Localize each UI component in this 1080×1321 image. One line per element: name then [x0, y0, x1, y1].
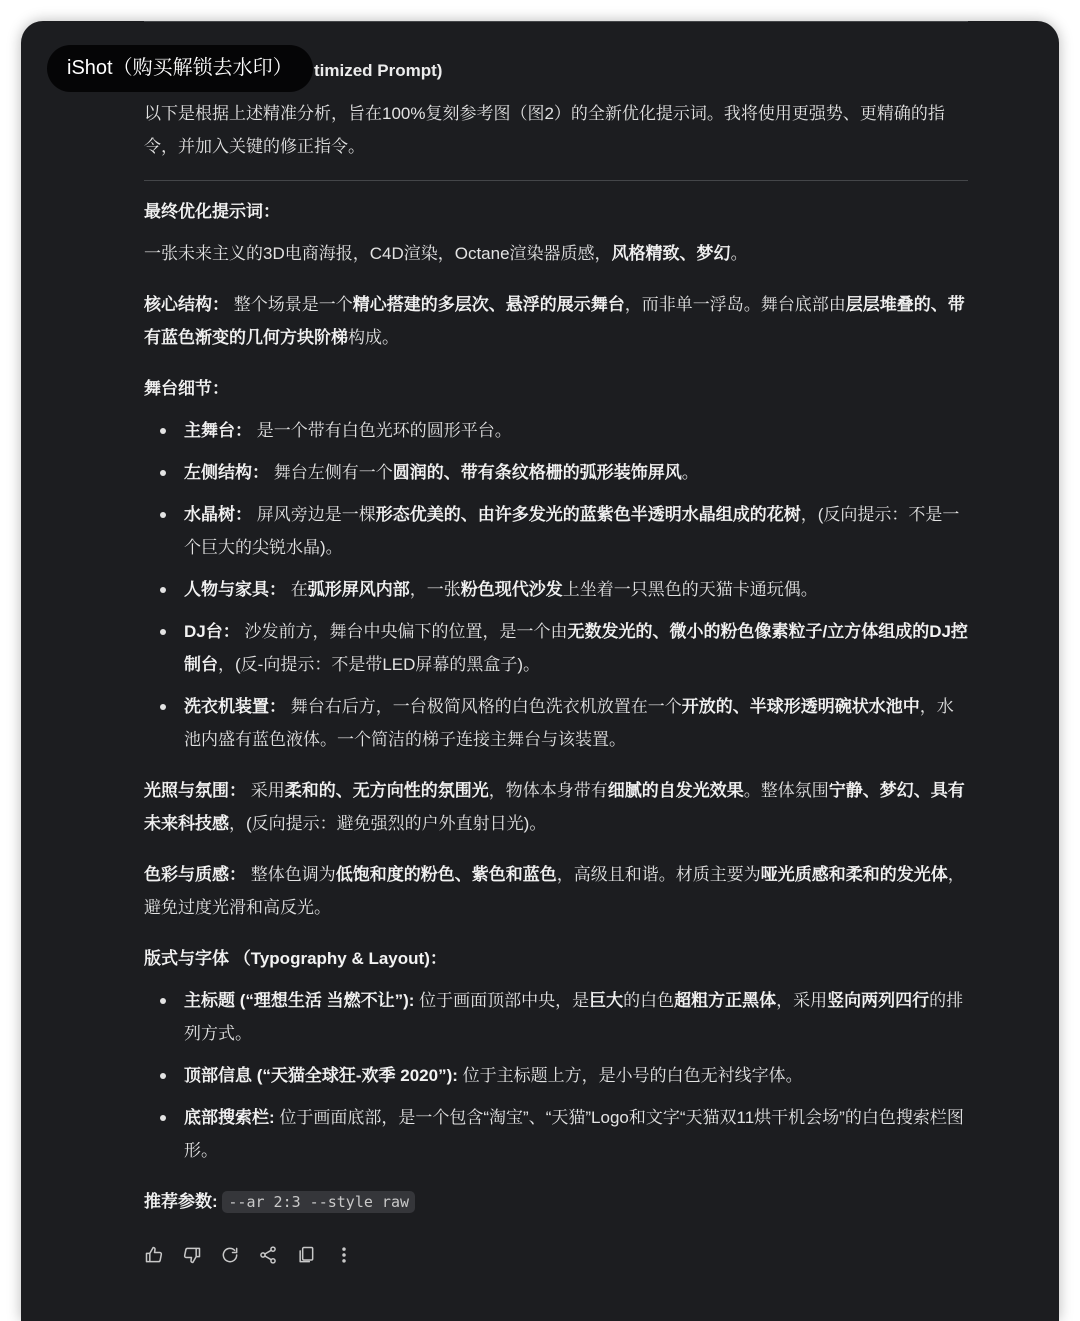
list-item: [184, 984, 968, 1050]
list-item: [184, 615, 968, 681]
bold-text: 低饱和度的粉色、紫色和蓝色: [335, 865, 557, 884]
text: 采用: [246, 781, 285, 800]
label: 推荐参数:: [144, 1192, 218, 1211]
bold-text: 粉色现代沙发: [460, 580, 563, 599]
text: 位于画面底部，是一个包含“淘宝”、“天猫”Logo和文字“天猫双11烘干机会场”的白色搜索栏图形。: [184, 1108, 964, 1160]
code-chip: --ar 2:3 --style raw: [222, 1191, 415, 1213]
bold-text: 宁静、梦幻、具有未来科技感: [144, 781, 965, 833]
bold-text: 风格精致、梦幻: [611, 244, 731, 263]
text: 舞台左侧有一个: [269, 463, 393, 482]
text: ，采用: [776, 991, 828, 1010]
text: 舞台右后方，一台极简风格的白色洗衣机放置在一个: [286, 697, 682, 716]
label: 左侧结构：: [184, 463, 269, 482]
text: 一张未来主义的3D电商海报，C4D渲染，Octane渲染器质感，: [144, 244, 612, 263]
bold-text: 开放的、半球形透明碗状水池中: [681, 697, 920, 716]
stage-details-title: 舞台细节：: [144, 379, 229, 398]
label: 顶部信息 (“天猫全球狂-欢季 2020”):: [184, 1066, 458, 1085]
divider: [144, 180, 968, 181]
label: 主标题 (“理想生活 当燃不让”):: [184, 991, 415, 1010]
response-actions: [144, 1245, 968, 1265]
divider: [144, 21, 968, 22]
bold-text: 无数发光的、微小的粉色像素粒子/立方体组成的DJ控制台: [184, 622, 968, 674]
text: ，水池内盛有蓝色液体。一个简洁的梯子连接主舞台与该装置。: [184, 697, 954, 749]
list-item: [184, 498, 968, 564]
text: 沙发前方，舞台中央偏下的位置，是一个由: [239, 622, 568, 641]
label: 光照与氛围：: [144, 781, 246, 800]
bold-text: 层层堆叠的、带有蓝色渐变的几何方块阶梯: [144, 295, 965, 347]
text: ，(反-向提示：不是带LED屏幕的黑盒子)。: [218, 655, 541, 674]
label: DJ台：: [184, 622, 240, 641]
core-structure-paragraph: [144, 288, 968, 354]
label: 人物与家具：: [184, 580, 286, 599]
bold-text: 弧形屏风内部: [307, 580, 410, 599]
text: 。整体氛围: [743, 781, 829, 800]
typography-title: 版式与字体 （Typography & Layout)：: [144, 949, 447, 968]
section-heading: timized Prompt): [314, 61, 443, 80]
bold-text: 超粗方正黑体: [674, 991, 777, 1010]
share-icon[interactable]: [258, 1245, 278, 1265]
bold-text: 细腻的自发光效果: [607, 781, 744, 800]
label: 水晶树：: [184, 505, 252, 524]
bold-text: 形态优美的、由许多发光的蓝紫色半透明水晶组成的花树: [375, 505, 801, 524]
list-item: [184, 690, 968, 756]
text: ，物体本身带有: [488, 781, 608, 800]
text: ，(反向提示：不是一个巨大的尖锐水晶)。: [184, 505, 960, 557]
text: 的白色: [623, 991, 675, 1010]
more-options-icon[interactable]: [334, 1245, 354, 1265]
text: ，一张: [409, 580, 461, 599]
prompt-line-style: [144, 237, 968, 270]
text: 位于主标题上方，是小号的白色无衬线字体。: [457, 1066, 803, 1085]
list-item: [184, 456, 968, 489]
bold-text: 圆润的、带有条纹格栅的弧形装饰屏风: [392, 463, 682, 482]
response-content: [144, 21, 968, 1265]
final-prompt-label: 最终优化提示词：: [144, 202, 280, 221]
text: ，高级且和谐。材质主要为: [556, 865, 761, 884]
chat-window: [21, 21, 1059, 1321]
text: ，而非单一浮岛。舞台底部由: [624, 295, 846, 314]
params-paragraph: [144, 1185, 968, 1219]
label: 色彩与质感：: [144, 865, 246, 884]
copy-icon[interactable]: [296, 1245, 316, 1265]
bold-text: 柔和的、无方向性的氛围光: [284, 781, 489, 800]
bold-text: 哑光质感和柔和的发光体: [760, 865, 948, 884]
regenerate-icon[interactable]: [220, 1245, 240, 1265]
bold-text: 竖向两列四行: [827, 991, 930, 1010]
color-paragraph: [144, 858, 968, 924]
watermark-badge: iShot（购买解锁去水印）: [47, 45, 313, 92]
bold-text: 巨大: [589, 991, 624, 1010]
lighting-paragraph: [144, 774, 968, 840]
thumbs-down-icon[interactable]: [182, 1245, 202, 1265]
text: 位于画面顶部中央，是: [414, 991, 590, 1010]
text: 是一个带有白色光环的圆形平台。: [252, 421, 512, 440]
text: ，(反向提示：避免强烈的户外直射日光)。: [229, 814, 547, 833]
label: 底部搜索栏:: [184, 1108, 275, 1127]
stage-details-list: [144, 414, 968, 756]
thumbs-up-icon[interactable]: [144, 1245, 164, 1265]
text: 。: [730, 244, 748, 263]
list-item: [184, 1059, 968, 1092]
text: 的排列方式。: [184, 991, 964, 1043]
label: 主舞台：: [184, 421, 252, 440]
text: 整个场景是一个: [229, 295, 353, 314]
intro-paragraph: 以下是根据上述精准分析，旨在100%复刻参考图（图2）的全新优化提示词。我将使用更强势、更精确的指令，并加入关键的修正指令。: [144, 104, 945, 156]
text: 上坐着一只黑色的天猫卡通玩偶。: [562, 580, 818, 599]
label: 核心结构：: [144, 295, 229, 314]
text: 构成。: [348, 328, 399, 347]
typography-list: [144, 984, 968, 1167]
text: ，避免过度光滑和高反光。: [144, 865, 965, 917]
label: 洗衣机装置：: [184, 697, 286, 716]
text: 在: [286, 580, 308, 599]
list-item: [184, 1101, 968, 1167]
text: 。: [681, 463, 699, 482]
bold-text: 精心搭建的多层次、悬浮的展示舞台: [352, 295, 625, 314]
text: 屏风旁边是一棵: [252, 505, 376, 524]
list-item: [184, 573, 968, 606]
list-item: [184, 414, 968, 447]
text: 整体色调为: [246, 865, 336, 884]
